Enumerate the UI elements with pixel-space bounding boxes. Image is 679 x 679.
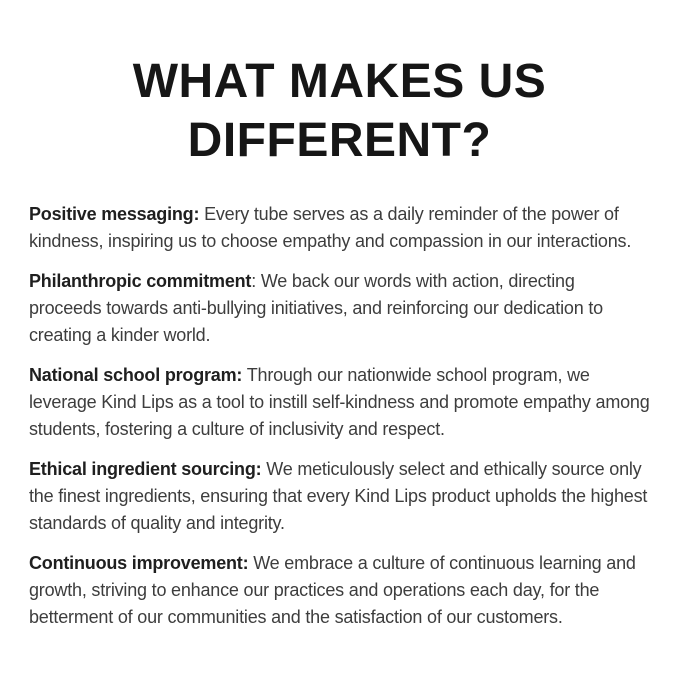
paragraph-lead: National school program:: [29, 365, 243, 385]
paragraph-text: Through our nationwide school program, we leverage Kind Lips as a tool to instill self-kindness and promote empathy among students, fostering a culture of inclusivity and respect.: [29, 365, 650, 439]
paragraph-text: Every tube serves as a daily reminder of the power of kindness, inspiring us to choose empathy and compassion in our interactions.: [29, 204, 632, 251]
page-title: [0, 52, 679, 170]
paragraph-ethical-ingredient-sourcing: [29, 456, 651, 537]
paragraph-text: We meticulously select and ethically source only the finest ingredients, ensuring that every Kind Lips product upholds the highest standards of quality and integrity.: [29, 459, 648, 533]
page-title-line2: DIFFERENT?: [187, 114, 492, 167]
paragraph-positive-messaging: [29, 201, 651, 255]
paragraph-national-school-program: [29, 362, 651, 443]
paragraph-lead: Philanthropic commitment: [29, 271, 252, 291]
paragraph-text: We embrace a culture of continuous learning and growth, striving to enhance our practices and operations each day, for the betterment of our communities and the satisfaction of our customers.: [29, 553, 636, 627]
paragraph-lead: Ethical ingredient sourcing:: [29, 459, 262, 479]
paragraph-text: : We back our words with action, directing proceeds towards anti-bullying initiatives, and reinforcing our dedication to creating a kinder world.: [29, 271, 603, 345]
paragraph-philanthropic-commitment: [29, 268, 651, 349]
paragraph-continuous-improvement: [29, 550, 651, 631]
content-body: [29, 201, 651, 631]
paragraph-lead: Continuous improvement:: [29, 553, 249, 573]
page-title-line1: WHAT MAKES US: [132, 55, 547, 108]
paragraph-lead: Positive messaging:: [29, 204, 200, 224]
